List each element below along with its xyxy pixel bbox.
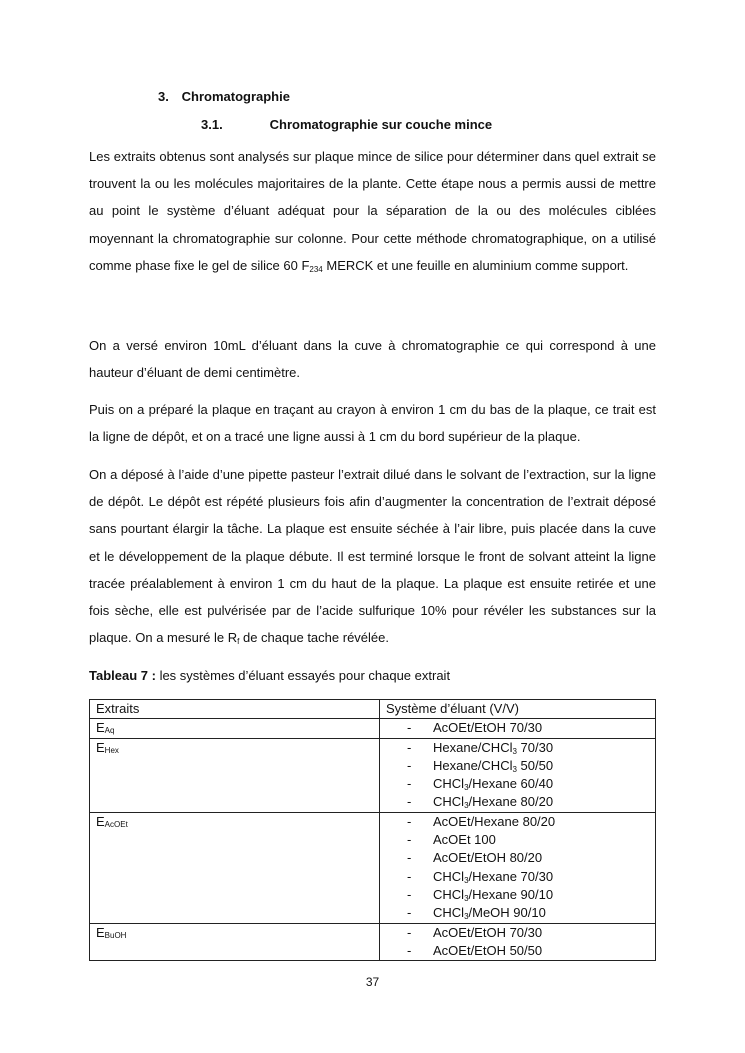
eluent-system-text [408,794,553,809]
eluent-system-text [408,740,553,755]
table-row [90,719,656,738]
list-dash: - [407,757,412,773]
eluent-system-part: Hexane/CHCl [433,739,513,755]
extract-name-cell [90,923,380,961]
list-dash: - [407,868,412,884]
eluent-system-part: CHCl [433,868,465,884]
header-cell-systeme: Système d’éluant (V/V) [380,700,656,719]
header-cell-extraits: Extraits [90,700,380,719]
eluent-system-text [408,814,555,829]
extract-name: E [96,739,105,755]
eluent-system-text [408,850,542,865]
list-dash: - [407,886,412,902]
list-dash: - [407,905,412,921]
eluent-system-item [386,719,649,737]
list-dash: - [407,813,412,829]
extract-name-subscript: Hex [104,745,119,755]
paragraph-1-subscript: 234 [309,264,323,274]
eluent-system-text [408,758,553,773]
table-row [90,812,656,923]
eluent-system-item [386,886,649,904]
extract-name: E [96,813,105,829]
list-dash: - [407,776,412,792]
eluent-system-part: AcOEt/EtOH 80/20 [433,850,543,866]
eluent-systems-cell [380,738,656,812]
paragraph-2: On a versé environ 10mL d’éluant dans la cuve à chromatographie ce qui correspond à une hauteur d’éluant de demi centimètre. [89,338,656,381]
eluent-system-part: /Hexane 70/30 [468,868,554,884]
paragraph-4 [89,461,656,651]
extract-name-subscript: BuOH [104,930,127,940]
subsection-heading [201,117,492,132]
eluent-system-part: CHCl [433,794,465,810]
eluent-system-part: CHCl [433,905,465,921]
eluent-system-part: /MeOH 90/10 [468,905,546,921]
section-number: 3. [158,89,169,104]
eluent-system-item [386,868,649,886]
eluent-system-text [408,832,496,847]
eluent-system-part: Hexane/CHCl [433,757,513,773]
section-heading [158,89,290,104]
eluent-system-text [408,776,553,791]
extract-name-cell [90,719,380,738]
paragraph-1-text-end: MERCK et une feuille en aluminium comme support. [322,257,629,273]
extract-name: E [96,924,105,940]
eluent-system-subscript: 3 [464,912,469,922]
subsection-number: 3.1. [201,117,223,132]
paragraph-4-text: On a déposé à l’aide d’une pipette pasteur l’extrait dilué dans le solvant de l’extraction, sur la ligne de dépôt. Le dépôt est répété plusieurs fois afin d’augmenter la concentration de l’extrait déposé sans pourtant élargir la tâche. La plaque est ensuite séchée à l’air libre, puis placée dans la cuve et le développement de la plaque débute. Il est terminé lorsque le front de solvant atteint la ligne tracée préalablement à environ 1 cm du haut de la plaque. La plaque est ensuite retirée et une fois sèche, elle est pulvérisée par de l’acide sulfurique 10% pour révéler les substances sur la plaque. On a mesuré le R [89,467,656,646]
eluent-system-part: CHCl [433,886,465,902]
list-dash: - [407,794,412,810]
list-dash: - [407,832,412,848]
eluent-systems-cell [380,923,656,961]
page-number: 37 [365,975,380,989]
eluent-system-part: AcOEt 100 [433,832,496,848]
list-dash: - [407,720,412,736]
eluent-system-subscript: 3 [512,764,517,774]
eluent-system-part: 50/50 [516,757,554,773]
paragraph-1-text: Les extraits obtenus sont analysés sur plaque mince de silice pour déterminer dans quel extrait se trouvent la ou les molécules majoritaires de la plante. Cette étape nous a permis aussi de mettre au point le système d’éluant adéquat pour la séparation de la ou des molécules ciblées moyennant la chromatographie sur colonne. Pour cette méthode chromatographique, on a utilisé comme phase fixe le gel de silice 60 F [89,149,656,273]
eluent-system-subscript: 3 [464,783,469,793]
eluent-systems-table [89,699,656,961]
eluent-system-text [408,869,553,884]
eluent-system-item [386,849,649,867]
eluent-system-subscript: 3 [464,801,469,811]
table-caption-text: les systèmes d’éluant essayés pour chaque extrait [155,668,451,683]
extract-name-cell [90,738,380,812]
paragraph-3: Puis on a préparé la plaque en traçant au crayon à environ 1 cm du bas de la plaque, ce trait est la ligne de dépôt, et on a tracé une ligne aussi à 1 cm du bord supérieur de la plaque. [89,402,656,445]
subsection-title: Chromatographie sur couche mince [269,117,493,132]
eluent-system-item [386,904,649,922]
eluent-system-item [386,924,649,942]
eluent-system-subscript: 3 [512,746,517,756]
list-dash: - [407,942,412,958]
eluent-system-part: /Hexane 90/10 [468,886,554,902]
eluent-systems-cell [380,812,656,923]
table-caption [89,668,450,683]
eluent-system-item [386,831,649,849]
eluent-system-part: AcOEt/EtOH 50/50 [433,942,543,958]
eluent-system-part: /Hexane 60/40 [468,776,554,792]
paragraph-4-subscript: f [237,637,240,647]
eluent-system-part: AcOEt/EtOH 70/30 [433,720,543,736]
eluent-system-item [386,775,649,793]
list-dash: - [407,739,412,755]
eluent-system-list [386,719,649,737]
eluent-system-text [408,905,546,920]
paragraph-4-text-end: de chaque tache révélée. [239,630,389,646]
eluent-system-list [386,813,649,923]
section-title: Chromatographie [181,89,290,104]
eluent-system-part: /Hexane 80/20 [468,794,554,810]
eluent-system-part: AcOEt/EtOH 70/30 [433,924,543,940]
eluent-system-list [386,924,649,961]
paragraph-1 [89,143,656,279]
eluent-system-item [386,757,649,775]
eluent-system-part: 70/30 [516,739,554,755]
list-dash: - [407,924,412,940]
eluent-systems-cell [380,719,656,738]
eluent-system-item [386,942,649,960]
eluent-system-subscript: 3 [464,893,469,903]
eluent-system-part: CHCl [433,776,465,792]
eluent-system-text [408,720,542,735]
extract-name: E [96,720,105,736]
eluent-system-item [386,793,649,811]
extract-name-subscript: Aq [104,726,115,736]
eluent-system-text [408,943,542,958]
extract-name-cell [90,812,380,923]
eluent-system-subscript: 3 [464,875,469,885]
extract-name-subscript: AcOEt [104,819,128,829]
table-row [90,923,656,961]
eluent-system-list [386,739,649,812]
eluent-system-part: AcOEt/Hexane 80/20 [433,813,556,829]
eluent-system-text [408,887,553,902]
eluent-system-text [408,925,542,940]
table-caption-label: Tableau 7 : [89,668,156,683]
eluent-system-item [386,739,649,757]
table-row [90,738,656,812]
list-dash: - [407,850,412,866]
eluent-system-item [386,813,649,831]
table-header-row [90,700,656,719]
